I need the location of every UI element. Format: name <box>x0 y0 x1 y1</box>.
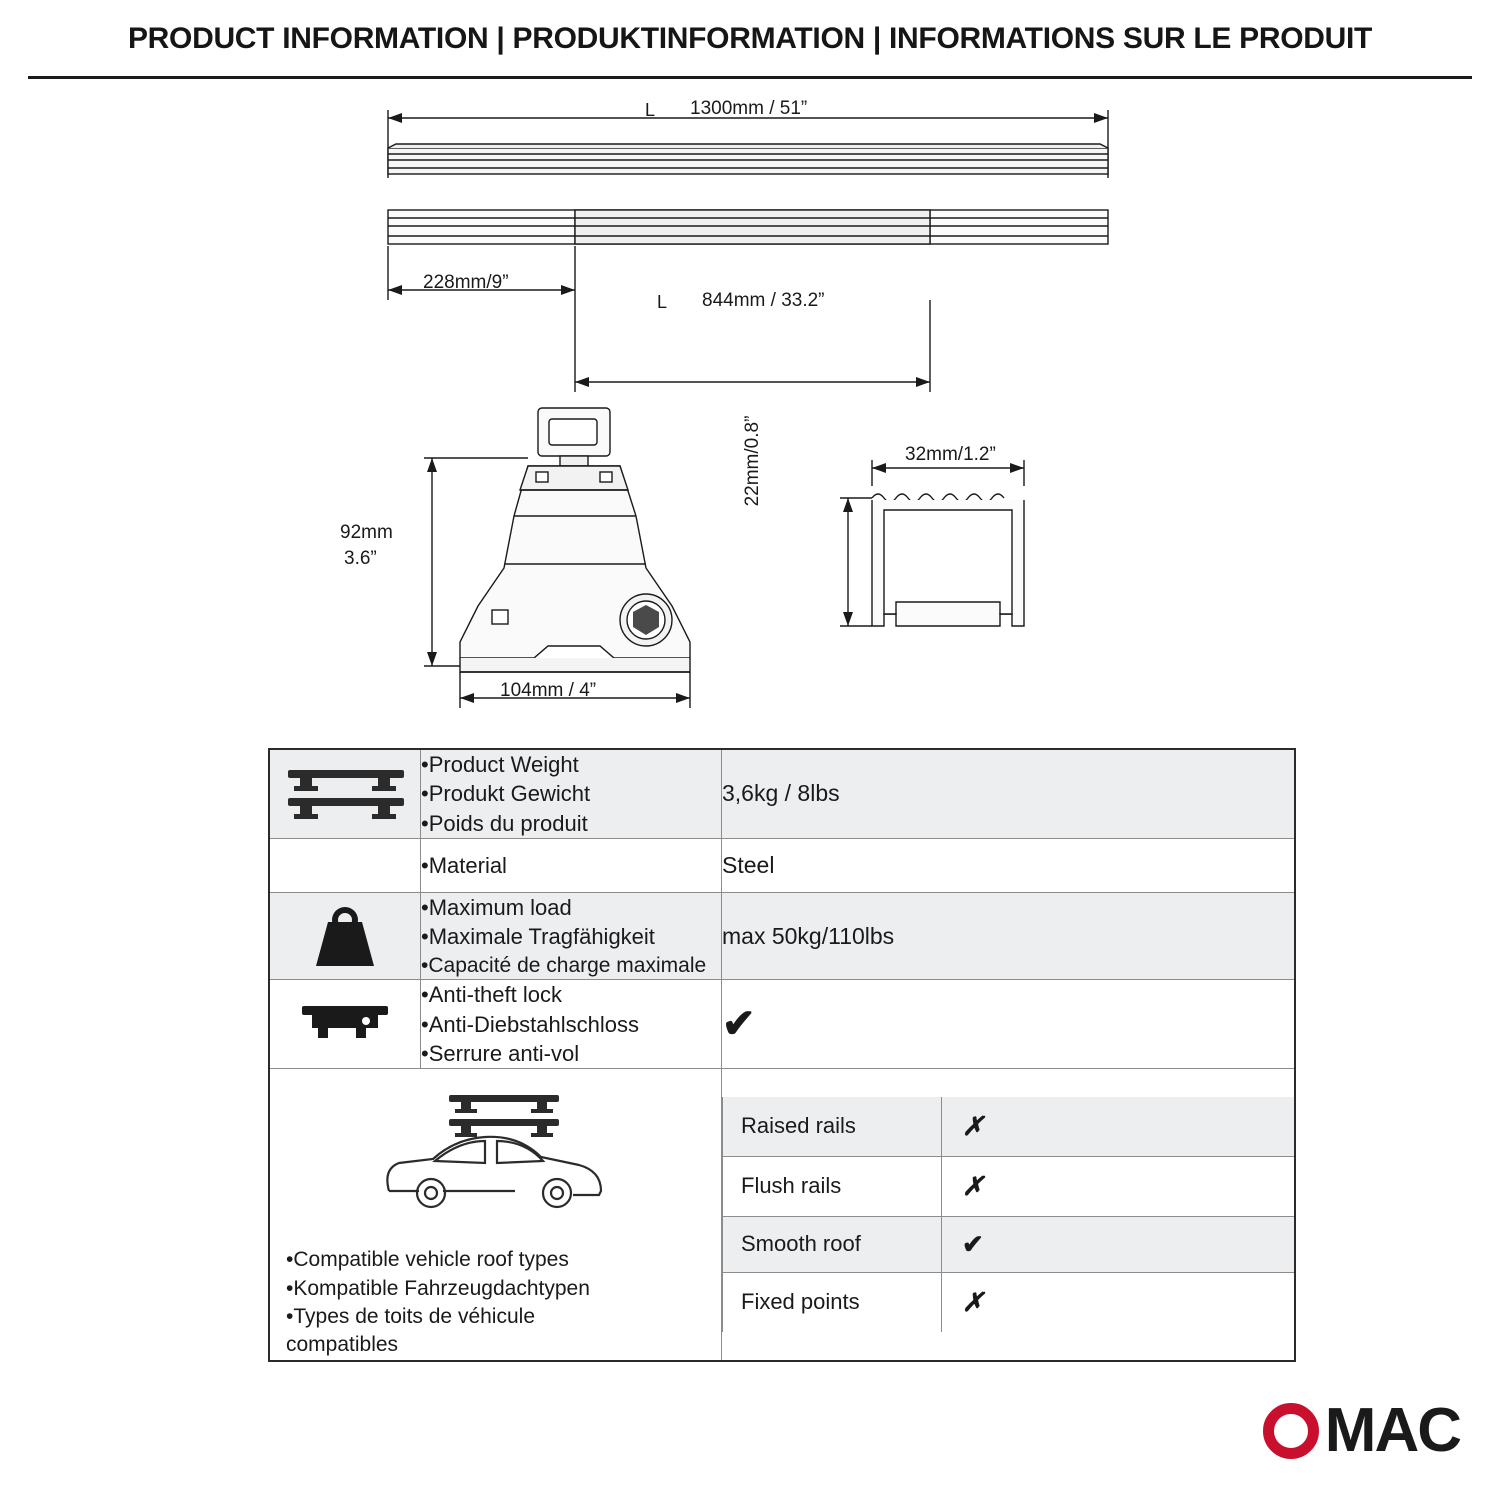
roof-type-support <box>942 1097 1295 1157</box>
roof-type-name: Smooth roof <box>723 1216 942 1272</box>
car-with-rack-icon <box>270 1069 721 1240</box>
material-labels <box>421 838 722 892</box>
header-divider <box>28 76 1472 79</box>
label-line: •Product Weight <box>421 752 579 777</box>
foot-height-dim-line2: 3.6” <box>344 548 377 569</box>
roof-type-support <box>942 1216 1295 1272</box>
product-weight-value: 3,6kg / 8lbs <box>722 749 1296 838</box>
specification-table <box>268 748 1296 1362</box>
label-line: •Maximale Tragfähigkeit <box>421 924 655 950</box>
technical-drawing <box>0 86 1500 726</box>
profile-height-dim: 22mm/0.8” <box>742 415 763 507</box>
max-load-labels <box>421 893 722 980</box>
max-load-value: max 50kg/110lbs <box>722 893 1296 980</box>
lock-icon <box>269 980 421 1069</box>
label-line: •Anti-Diebstahlschloss <box>421 1011 640 1037</box>
omac-logo <box>1263 1395 1460 1466</box>
table-row <box>269 893 1295 980</box>
logo-o-icon <box>1263 1403 1319 1459</box>
roof-bars-icon <box>269 749 421 838</box>
label-line: •Maximum load <box>421 895 572 920</box>
bar-length-dim-prefix: L <box>645 100 656 120</box>
foot-offset-dim: 228mm/9” <box>423 272 509 293</box>
roof-type-table <box>722 1097 1294 1332</box>
roof-type-support <box>942 1156 1295 1216</box>
span-dim-prefix: L <box>657 292 668 312</box>
compatibility-values-cell <box>722 1069 1296 1361</box>
roof-type-support <box>942 1272 1295 1332</box>
product-weight-labels <box>421 749 722 838</box>
material-value: Steel <box>722 838 1296 892</box>
anti-theft-value <box>722 980 1296 1069</box>
cross-icon: ✗ <box>962 1170 984 1201</box>
label-line: •Anti-theft lock <box>421 982 562 1008</box>
logo-text: MAC <box>1324 1396 1460 1465</box>
material-icon-placeholder <box>269 838 421 892</box>
label-line: •Material <box>421 852 507 878</box>
roof-type-name: Fixed points <box>723 1272 942 1332</box>
roof-type-name: Flush rails <box>723 1156 942 1216</box>
foot-width-dim: 104mm / 4” <box>500 680 597 701</box>
label-line: •Capacité de charge maximale <box>421 953 707 977</box>
profile-width-dim: 32mm/1.2” <box>905 444 996 465</box>
weight-icon <box>269 893 421 980</box>
label-line: •Kompatible Fahrzeugdachtypen <box>286 1276 590 1300</box>
roof-type-row <box>723 1272 1295 1332</box>
cross-icon: ✗ <box>962 1110 984 1141</box>
table-row <box>269 749 1295 838</box>
anti-theft-labels <box>421 980 722 1069</box>
cross-icon: ✗ <box>962 1286 984 1317</box>
label-line: •Compatible vehicle roof types <box>286 1248 569 1272</box>
page-title: PRODUCT INFORMATION | PRODUKTINFORMATION | INFORMATIONS SUR LE PRODUIT <box>127 22 1373 55</box>
table-row <box>269 980 1295 1069</box>
table-row-compatibility <box>269 1069 1295 1361</box>
roof-type-name: Raised rails <box>723 1097 942 1157</box>
check-icon: ✔ <box>722 1002 756 1047</box>
table-row <box>269 838 1295 892</box>
label-line: •Serrure anti-vol <box>421 1040 580 1066</box>
roof-type-row <box>723 1216 1295 1272</box>
bar-length-dim-value: 1300mm / 51” <box>690 98 808 119</box>
foot-height-dim-line1: 92mm <box>340 522 393 543</box>
roof-type-row <box>723 1097 1295 1157</box>
label-line: •Types de toits de véhicule <box>286 1304 535 1328</box>
compatibility-labels-cell <box>269 1069 722 1361</box>
compatibility-label-lines <box>270 1246 721 1359</box>
label-line: compatibles <box>286 1333 399 1357</box>
label-line: •Poids du produit <box>421 810 588 836</box>
span-dim-value: 844mm / 33.2” <box>702 290 825 311</box>
label-line: •Produkt Gewicht <box>421 781 591 807</box>
check-icon: ✔ <box>962 1228 984 1259</box>
roof-type-row <box>723 1156 1295 1216</box>
